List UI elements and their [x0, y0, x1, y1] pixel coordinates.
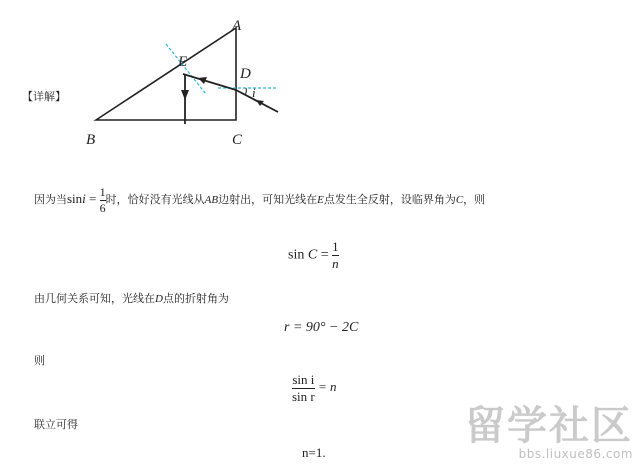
angle-arc-i — [245, 88, 246, 95]
triangle-abc — [96, 28, 236, 120]
equation-n: $\frac{\text{sin i}}{\text{sin r}}$ = n — [292, 372, 337, 404]
label-b: B — [86, 132, 96, 148]
watermark — [465, 405, 633, 461]
equation-r: r = 90° − 2C — [284, 320, 359, 335]
fraction-one-sixth: $\frac{1}{6}$ — [99, 185, 106, 215]
paragraph-4: 联立可得 — [34, 418, 78, 431]
result-n: n=1. — [302, 445, 326, 460]
paragraph-1: 因为当sini = $\frac{1}{6}$ 时，恰好没有光线从AB边射出，可知光线在E点发生全反射，设临界角为C，则 — [34, 185, 486, 215]
watermark-url: bbs.liuxue86.com — [518, 447, 633, 461]
label-d: D — [240, 66, 251, 82]
equation-sin-c: sin C = $\frac{1}{n}$ — [288, 239, 339, 271]
incident-arrow — [256, 100, 264, 106]
ray-d-to-e — [183, 74, 236, 90]
label-i: i — [252, 85, 256, 100]
label-e: E — [178, 54, 188, 70]
reflected-arrow — [181, 90, 189, 100]
paragraph-3: 则 — [34, 354, 45, 367]
label-c: C — [232, 132, 243, 148]
watermark-logo: 留学社区 — [465, 403, 633, 449]
optics-diagram — [70, 14, 300, 154]
paragraph-2: 由几何关系可知，光线在D点的折射角为 — [34, 292, 229, 305]
label-a: A — [232, 18, 242, 34]
section-heading: 【详解】 — [22, 90, 66, 103]
